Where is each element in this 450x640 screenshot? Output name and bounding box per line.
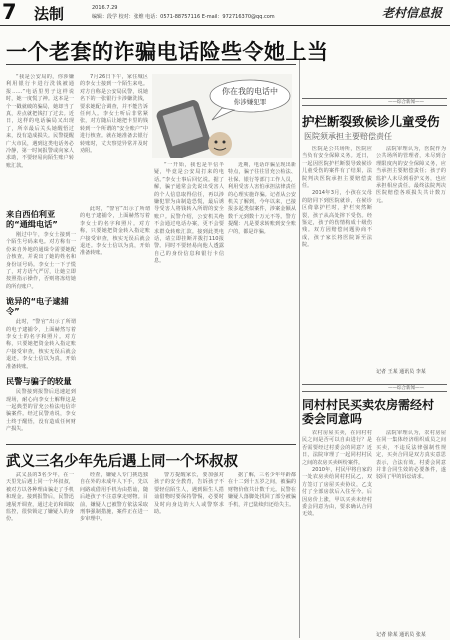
lower-column-3: [154, 472, 224, 638]
phone-illustration: [152, 74, 292, 158]
lead-paragraph-2: 7月26日下午，家住城区的李女士接到一个陌生来电。对方自称是公安局民警，说她名下的一张银行卡涉嫌洗钱，要求她配合调查，并不能告诉任何人。李女士听后非常紧张，对方随后让她把卡里的钱转到一个所谓的“安全账户”中进行核查。就在她准备去银行转账时，丈夫察觉异常并及时劝阻。: [80, 74, 148, 155]
article-column-1: [6, 204, 76, 442]
lower-rule: [6, 444, 296, 445]
bubble-text: 你在我的电话中: [222, 87, 278, 96]
right-top-section-label: ——综合新闻——: [385, 99, 427, 105]
right-bottom-section-label: ——综合新闻——: [385, 385, 427, 391]
right-top-section-bar: [302, 98, 447, 106]
article-column-2: [80, 206, 150, 442]
lower-column-2: [80, 472, 148, 638]
right-bottom-section-bar: [302, 384, 447, 392]
subsection-2-text: 此时，“警官”出示了所谓的电子逮捕令，上面赫然写着李女士的名字和照片。对方称，只要她把资金转入指定账户接受审查，核实无误后就会退还。李女士信以为真，开始准备转账。: [6, 319, 76, 370]
lower-text-1: 武义县的3名少年，在一天里先后遇上同一个坏叔叔，被对方以各种理由骗走了手机和现金。接到报警后，民警迅速展开调查，通过走访和调取监控，很快锁定了嫌疑人的身份。: [6, 472, 74, 523]
right-bottom-text-1: 农村房屋买卖，在同村村民之间是否可以自由进行？是否需要经过村委会的同意？近日，法院审理了一起同村村民之间的农房买卖纠纷案件。: [302, 430, 372, 466]
column-divider: [299, 60, 300, 638]
right-top-text-1: 医院是公共场所，医院应当负有安全保障义务。近日，一起因医院护栏断裂导致候诊儿童受伤的案件有了结果，法院判决医院承担主要赔偿责任。: [302, 146, 372, 190]
subsection-3-text: 民警接到报警后迅速赶到现场，耐心向李女士解释这是一起典型的冒充公检法电信诈骗案件。经过民警劝说，李女士终于醒悟，没有造成任何财产损失。: [6, 389, 76, 433]
lead-column-1: [6, 74, 74, 202]
subheading-1: 来自西伯利亚的“通缉电话”: [6, 209, 58, 229]
lower-column-1: [6, 472, 74, 638]
lead-paragraph-1: “我是公安局的，你涉嫌利用银行卡进行洗钱被通报……”电话里男子这样说时，她一度慌了神。这本是一个一戳就破的骗局，她却当了真，差点就把钱打了过去。近日，这样的电话骗局又出现了，所幸最后关头她醒悟过来，没有造成损失。民警提醒广大市民，遇到这类电话务必冷静，第一时间报警或向家人求助，不要轻易向陌生账户转账汇款。: [6, 74, 74, 169]
lead-column-2: [80, 74, 148, 202]
right-bottom-column-2: [376, 430, 446, 630]
page-number: 7: [2, 0, 17, 24]
lower-text-2: 经查，嫌疑人专门挑选独自在外的未成年人下手，先以问路或借用手机为由搭讪，随后趁孩子不注意拿走财物。目前，嫌疑人已被警方依法采取刑事强制措施，案件正在进一步审理中。: [80, 472, 148, 523]
right-top-text-2: 2014年3月，小孩在父母的陪同下到医院就诊，在候诊区倚靠护栏时，护栏突然断裂，孩子从高处摔下受伤。经鉴定，孩子的伤情构成十级伤残。双方因赔偿问题协商不成，孩子家长将医院诉至法院。: [302, 190, 372, 249]
article-column-3: [154, 162, 224, 442]
right-top-column-1: [302, 146, 372, 374]
subsection-1-text: 刚过中午，李女士接到一个陌生号码来电。对方称有一份来自外地的通缉令需要她配合核查，并说出了她的姓名和身份证号码。李女士一下子慌了，对方语气严厉，让她立即按照指示操作，否则将冻结她的所有账户。: [6, 232, 76, 290]
headline-rule: [6, 64, 296, 65]
main-headline: 一个老套的诈骗电话险些令她上当: [6, 40, 329, 64]
right-bottom-text-3: 法院审理认为，农村房屋在同一集体经济组织成员之间买卖，不违反法律强制性规定，买卖合同是双方真实意思表示，合法有效。村委会同意并非合同生效的必要条件，遂驳回了甲的诉讼请求。: [376, 430, 446, 481]
right-top-byline: 记者 王某 通讯员 李某: [376, 369, 426, 375]
column-2-text: 此时，“警官”出示了所谓的电子逮捕令，上面赫然写着李女士的名字和照片。对方称，只要她把资金转入指定账户接受审查，核实无误后就会退还。李女士信以为真，开始准备转账。: [80, 206, 150, 257]
bubble-subtext: 你涉嫌犯罪: [233, 98, 267, 106]
right-top-headline: 护栏断裂致候诊儿童受伤: [302, 114, 440, 129]
lower-column-4: [228, 472, 296, 638]
section-title: 法制: [34, 5, 65, 23]
subheading-2: 诡异的“电子逮捕令”: [6, 296, 69, 317]
editor-line: 编辑：段学 校对：张维 电话：0571-88757116 E-mail：972716370@qq.com: [92, 14, 275, 20]
lower-text-3: 警方提醒家长，要加强对孩子的安全教育，告诉孩子不要轻信陌生人，遇到陌生人搭讪借物时要保持警惕，必要时及时向身边的大人或警察求助。: [154, 472, 224, 516]
column-3-text: “一开始，我也是半信半疑，毕竟是公安局打来的电话。”李女士事后回忆说。据了解，骗子通常会先说出受害人的个人信息取得信任，再以涉嫌犯罪为由制造恐慌，最后诱导受害人将钱转入所谓的安全账户。民警介绍，公安机关绝不会通过电话办案，更不会要求群众转账汇款。接到此类电话，请立即挂断并拨打110报警。同时不要轻易向他人透露自己的身份信息和银行卡信息。: [154, 162, 224, 265]
right-top-column-2: [376, 146, 446, 366]
column-4-text: 近期，电话诈骗呈现出新特点，骗子往往冒充公检法、社保、银行等部门工作人员，利用受害人害怕承担法律责任的心理实施诈骗。记者从公安机关了解到，今年以来，已接报多起类似案件，涉案金额从数千元到数十万元不等。警方提醒：凡是要求转账到安全账户的，都是诈骗。: [228, 162, 296, 235]
lower-headline: 武义三名少年先后遇上同一个坏叔叔: [6, 454, 238, 470]
right-bottom-column-1: [302, 430, 372, 638]
right-bottom-headline: 同村村民买卖农房需经村委会同意吗: [302, 398, 435, 427]
lower-text-4: 据了解，三名少年年龄都在十二到十五岁之间，被骗的财物价值共计数千元。民警在嫌疑人落脚处找回了部分被骗手机，并已陆续归还给失主。: [228, 472, 296, 508]
right-top-text-3: 法院审理认为，医院作为公共场所的管理者，未尽到合理限度内的安全保障义务，应当承担主要赔偿责任；孩子的监护人未尽到看护义务，也应承担相应责任。最终法院判决医院赔偿各项损失共计数万元。: [376, 146, 446, 204]
right-bottom-text-2: 2010年，村民甲将自家的一处农房卖给同村村民乙，双方签订了房屋买卖协议，乙支付了全部房款后入住至今。后因房价上涨，甲以买卖未经村委会同意为由，要求确认合同无效。: [302, 467, 372, 518]
right-top-subhead: 医院须承担主要赔偿责任: [304, 132, 392, 141]
masthead: [0, 0, 450, 26]
newspaper-brand: 老村信息报: [381, 6, 442, 20]
subheading-3: 民警与骗子的较量: [6, 376, 72, 387]
article-column-4: [228, 162, 296, 442]
date-line: 2016.7.29: [92, 5, 118, 11]
right-bottom-byline: 记者 徐某 通讯员 张某: [376, 632, 426, 638]
